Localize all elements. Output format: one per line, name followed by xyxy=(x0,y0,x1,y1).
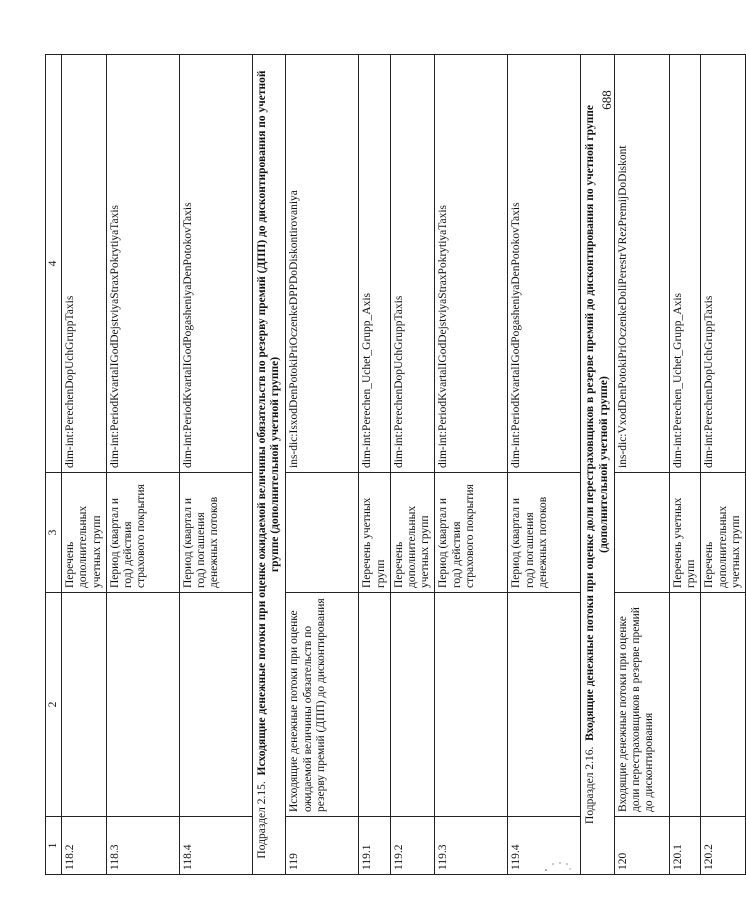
row-description xyxy=(390,593,435,817)
row-number: 120.2 xyxy=(701,817,746,875)
row-number: 119.3 xyxy=(435,817,508,875)
row-code: ins-dic:VxodDenPotokiPriOczenkeDoliPerestrVRezPremijDoDiskont xyxy=(614,55,669,473)
header-col-2: 2 xyxy=(46,593,62,817)
row-code: dim-int:Perechen_Uchet_Grupp_Axis xyxy=(359,55,390,473)
row-code: dim-int:PerechenDopUchGruppTaxis xyxy=(701,55,746,473)
table-row xyxy=(106,55,179,875)
taxonomy-table xyxy=(45,54,746,875)
row-description: Исходящие денежные потоки при оценке ожидаемой величины обязательств по резерву премий (ДПП) до дисконтирования xyxy=(286,593,359,817)
section-title: Входящие денежные потоки при оценке доли перестраховщиков в резерве премий до дисконтирования по учетной группе (дополнительной учетной группе) xyxy=(584,105,610,741)
row-dimension: Перечень учетных групп xyxy=(669,473,700,593)
header-col-3: 3 xyxy=(46,473,62,593)
header-row xyxy=(46,55,62,875)
row-number: 120 xyxy=(614,817,669,875)
table-row xyxy=(508,55,581,875)
section-prefix: Подраздел 2.15. xyxy=(255,781,268,859)
table-row xyxy=(179,55,252,875)
table-row xyxy=(286,55,359,875)
table-row xyxy=(359,55,390,875)
page-number: 688 xyxy=(598,90,614,110)
table-row xyxy=(390,55,435,875)
table-row xyxy=(62,55,107,875)
row-number: 120.1 xyxy=(669,817,700,875)
row-dimension xyxy=(614,473,669,593)
row-dimension: Перечень дополнительных учетных групп xyxy=(701,473,746,593)
row-description: Входящие денежные потоки при оценке доли перестраховщиков в резерве премий до дисконтирования xyxy=(614,593,669,817)
row-number: 118.4 xyxy=(179,817,252,875)
row-dimension: Перечень дополнительных учетных групп xyxy=(390,473,435,593)
row-code: dim-int:PerechenDopUchGruppTaxis xyxy=(62,55,107,473)
scan-dots-mark xyxy=(543,858,573,874)
row-code: dim-int:PeriodKvartalIGodDejstviyaStraxPokrytiyaTaxis xyxy=(435,55,508,473)
row-dimension: Перечень учетных групп xyxy=(359,473,390,593)
row-description xyxy=(106,593,179,817)
section-heading xyxy=(581,55,614,875)
row-description xyxy=(508,593,581,817)
row-code: dim-int:PeriodKvartalIGodPogasheniyaDenPotokovTaxis xyxy=(179,55,252,473)
section-row-2-15 xyxy=(252,55,285,875)
row-dimension: Период (квартал и год) погашения денежных потоков xyxy=(508,473,581,593)
row-description xyxy=(62,593,107,817)
row-code: dim-int:PeriodKvartalIGodDejstviyaStraxPokrytiyaTaxis xyxy=(106,55,179,473)
row-dimension: Период (квартал и год) погашения денежных потоков xyxy=(179,473,252,593)
row-description xyxy=(435,593,508,817)
row-number: 119.1 xyxy=(359,817,390,875)
row-description xyxy=(359,593,390,817)
table-row xyxy=(614,55,669,875)
table-row xyxy=(435,55,508,875)
row-number: 119 xyxy=(286,817,359,875)
header-col-1: 1 xyxy=(46,817,62,875)
row-dimension: Период (квартал и год) действия страхового покрытия xyxy=(106,473,179,593)
row-description xyxy=(701,593,746,817)
section-row-2-16 xyxy=(581,55,614,875)
row-number: 119.2 xyxy=(390,817,435,875)
row-dimension: Период (квартал и год) действия страхового покрытия xyxy=(435,473,508,593)
row-code: dim-int:Perechen_Uchet_Grupp_Axis xyxy=(669,55,700,473)
row-code: dim-int:PerechenDopUchGruppTaxis xyxy=(390,55,435,473)
row-number: 118.3 xyxy=(106,817,179,875)
row-code: ins-dic:IsxodDenPotokiPriOczenkeDPPDoDiskontirovaniya xyxy=(286,55,359,473)
section-heading xyxy=(252,55,285,875)
row-number: 118.2 xyxy=(62,817,107,875)
table-row xyxy=(701,55,746,875)
table-row xyxy=(669,55,700,875)
row-dimension xyxy=(286,473,359,593)
row-description xyxy=(669,593,700,817)
row-number: 119.4 xyxy=(508,817,581,875)
row-description xyxy=(179,593,252,817)
row-code: dim-int:PeriodKvartalIGodPogasheniyaDenPotokovTaxis xyxy=(508,55,581,473)
section-title: Исходящие денежные потоки при оценке ожидаемой величины обязательств по резерву премий (ДПП) до дисконтирования по учетной группе (дополнительной учетной группе) xyxy=(255,70,282,776)
section-prefix: Подраздел 2.16. xyxy=(584,746,597,824)
header-col-4: 4 xyxy=(46,55,62,473)
row-dimension: Перечень дополнительных учетных групп xyxy=(62,473,107,593)
